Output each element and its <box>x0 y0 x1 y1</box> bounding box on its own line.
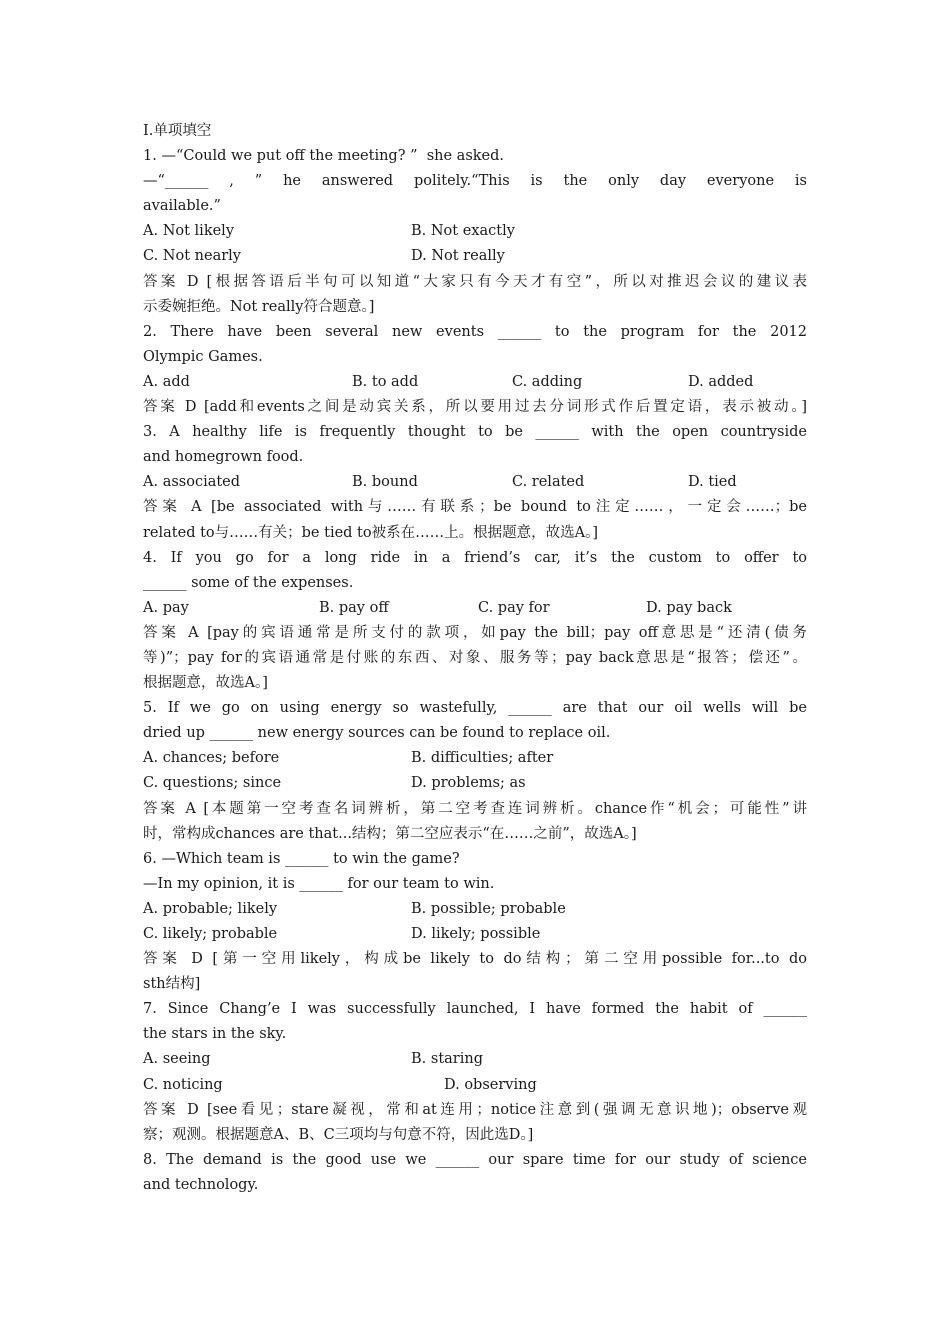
q4-answer-line2: 等)”；pay for的宾语通常是付账的东西、对象、服务等；pay back意思是“报答；偿还”。 <box>143 649 807 666</box>
q2-option-d: D. added <box>688 373 754 390</box>
q3-stem-line1: 3. A healthy life is frequently thought to be ______ with the open countryside <box>143 424 807 441</box>
q4-stem-line1: 4. If you go for a long ride in a friend’s car, it’s the custom to offer to <box>143 549 807 566</box>
q7-stem-line1: 7. Since Chang’e I was successfully launched, I have formed the habit of ______ <box>143 1001 807 1018</box>
q4-stem-line2: ______ some of the expenses. <box>143 574 354 591</box>
q5-stem-line1: 5. If we go on using energy so wastefully, ______ are that our oil wells will be <box>143 700 807 717</box>
q4-option-a: A. pay <box>143 599 189 616</box>
q7-options-row1 <box>143 1047 807 1072</box>
q7-option-b: B. staring <box>411 1051 483 1068</box>
q6-option-c: C. likely; probable <box>143 926 278 942</box>
q5-options-row1 <box>143 746 807 771</box>
q8-stem-line2: and technology. <box>143 1176 259 1193</box>
q5-options-row2 <box>143 771 807 796</box>
q5-answer-line2: 时，常构成chances are that...结构；第二空应表示“在……之前”，故选A。] <box>143 825 637 842</box>
q5-stem-line2: dried up ______ new energy sources can be found to replace oil. <box>143 725 611 742</box>
q6-option-a: A. probable; likely <box>143 900 278 917</box>
q1-option-a: A. Not likely <box>143 223 235 240</box>
q5-option-c: C. questions; since <box>143 775 282 792</box>
q4-option-d: D. pay back <box>646 599 732 616</box>
q2-option-c: C. adding <box>512 373 583 390</box>
q3-answer-line2: related to与……有关；be tied to被系在……上。根据题意，故选A。] <box>143 524 598 541</box>
q4-answer-line1: 答案 A [pay的宾语通常是所支付的款项，如pay the bill；pay off意思是“还清(债务 <box>143 624 807 641</box>
q8-stem-line1: 8. The demand is the good use we ______ our spare time for our study of science <box>143 1151 807 1168</box>
q1-stem-line3: available.” <box>143 198 221 215</box>
q1-option-c: C. Not nearly <box>143 248 241 265</box>
q3-option-b: B. bound <box>352 474 418 491</box>
q1-stem-line2: —“______ , ” he answered politely.“This is the only day everyone is <box>143 173 807 190</box>
q1-option-b: B. Not exactly <box>411 223 515 240</box>
section-title: Ⅰ.单项填空 <box>143 123 212 139</box>
q7-answer-line2: 察；观测。根据题意A、B、C三项均与句意不符，因此选D。] <box>143 1126 534 1143</box>
q2-option-a: A. add <box>143 373 190 390</box>
q1-options-row1 <box>143 219 807 244</box>
q5-option-a: A. chances; before <box>143 750 280 767</box>
q7-option-a: A. seeing <box>143 1051 211 1068</box>
q3-answer-line1: 答案 A [be associated with与……有联系；be bound to注定……，一定会……；be <box>143 499 807 516</box>
q1-answer-line2: 示委婉拒绝。Not really符合题意。] <box>143 298 375 315</box>
q3-option-c: C. related <box>512 474 585 491</box>
q4-option-b: B. pay off <box>319 599 389 616</box>
q6-options-row1 <box>143 897 807 922</box>
q7-option-d: D. observing <box>444 1076 537 1093</box>
q2-options-row <box>143 370 807 395</box>
q5-answer-line1: 答案 A [本题第一空考查名词辨析，第二空考查连词辨析。chance作“机会；可能性”讲 <box>143 800 807 817</box>
q2-stem-line2: Olympic Games. <box>143 348 263 365</box>
q1-options-row2 <box>143 244 807 269</box>
q7-stem-line2: the stars in the sky. <box>143 1026 287 1043</box>
q6-answer-line1: 答案 D [第一空用likely，构成be likely to do结构；第二空用possible for...to do <box>143 951 807 968</box>
q7-option-c: C. noticing <box>143 1076 223 1093</box>
q5-option-d: D. problems; as <box>411 775 526 792</box>
q7-answer-line1: 答案 D [see看见；stare凝视，常和at连用；notice注意到(强调无意识地)；observe观 <box>143 1101 807 1118</box>
q3-option-a: A. associated <box>143 474 241 491</box>
q7-options-row2 <box>143 1073 807 1098</box>
q6-options-row2 <box>143 922 807 947</box>
q4-option-c: C. pay for <box>478 599 550 616</box>
q3-stem-line2: and homegrown food. <box>143 449 304 466</box>
q6-option-d: D. likely; possible <box>411 926 541 942</box>
q6-stem-line2: —In my opinion, it is ______ for our team to win. <box>143 875 495 892</box>
q4-answer-line3: 根据题意，故选A。] <box>143 675 268 692</box>
q1-answer-line1: 答案 D [根据答语后半句可以知道“大家只有今天才有空”，所以对推迟会议的建议表 <box>143 273 807 290</box>
q1-stem-line1: 1. —“Could we put off the meeting? ” she asked. <box>143 148 505 165</box>
q1-option-d: D. Not really <box>411 248 505 265</box>
q2-option-b: B. to add <box>352 373 419 390</box>
q6-option-b: B. possible; probable <box>411 900 566 917</box>
q6-answer-line2: sth结构] <box>143 976 201 993</box>
q4-options-row <box>143 596 807 621</box>
q2-answer-line1: 答案 D [add和events之间是动宾关系，所以要用过去分词形式作后置定语，表示被动。] <box>143 399 807 416</box>
q6-stem-line1: 6. —Which team is ______ to win the game? <box>143 850 460 867</box>
q3-option-d: D. tied <box>688 474 737 491</box>
q2-stem-line1: 2. There have been several new events ______ to the program for the 2012 <box>143 323 807 340</box>
q5-option-b: B. difficulties; after <box>411 750 554 767</box>
document-page <box>143 119 807 1198</box>
q3-options-row <box>143 470 807 495</box>
